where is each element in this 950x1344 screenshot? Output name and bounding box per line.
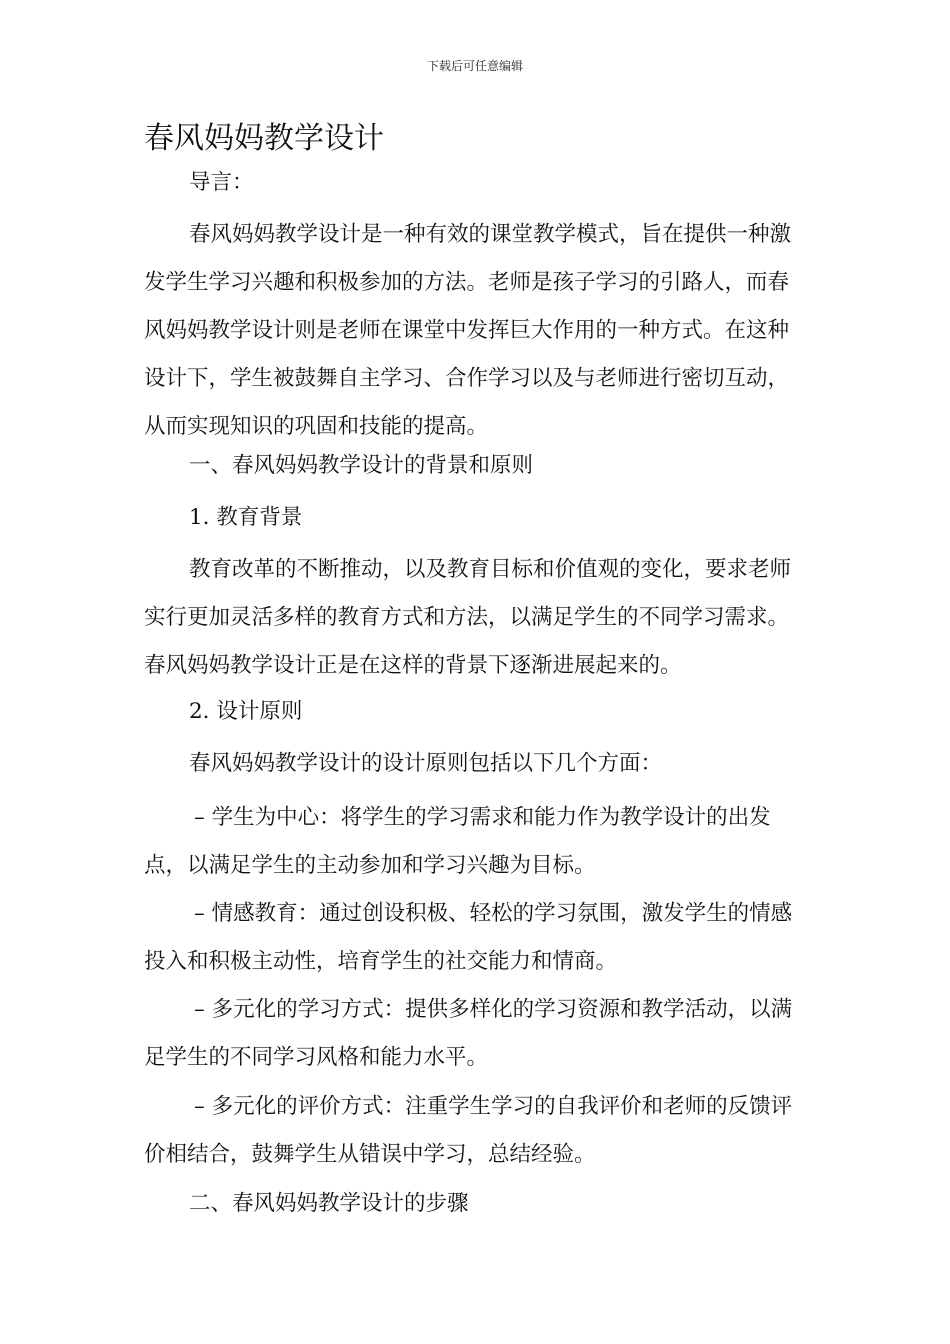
principle-item: – 多元化的学习方式：提供多样化的学习资源和教学活动，以满足学生的不同学习风格和能力水平。 xyxy=(144,997,793,1070)
principle-item: – 情感教育：通过创设积极、轻松的学习氛围，激发学生的情感投入和积极主动性，培育学生的社交能力和情商。 xyxy=(144,901,793,974)
section2-heading: 二、春风妈妈教学设计的步骤 xyxy=(189,1191,469,1216)
header-note: 下载后可任意编辑 xyxy=(426,59,523,73)
document-title: 春风妈妈教学设计 xyxy=(144,121,384,156)
principle-item: – 学生为中心：将学生的学习需求和能力作为教学设计的出发点，以满足学生的主动参加和学习兴趣为目标。 xyxy=(144,805,771,878)
section1-heading: 一、春风妈妈教学设计的背景和原则 xyxy=(189,453,534,478)
intro-paragraph: 春风妈妈教学设计是一种有效的课堂教学模式，旨在提供一种激发学生学习兴趣和积极参加的方法。老师是孩子学习的引路人，而春风妈妈教学设计则是老师在课堂中发挥巨大作用的一种方式。在这种设计下，学生被鼓舞自主学习、合作学习以及与老师进行密切互动，从而实现知识的巩固和技能的提高。 xyxy=(144,222,792,439)
intro-label: 导言： xyxy=(189,170,254,195)
principle-item: – 多元化的评价方式：注重学生学习的自我评价和老师的反馈评价相结合，鼓舞学生从错误中学习，总结经验。 xyxy=(144,1094,793,1167)
section1-sub1-paragraph: 教育改革的不断推动，以及教育目标和价值观的变化，要求老师实行更加灵活多样的教育方式和方法，以满足学生的不同学习需求。春风妈妈教学设计正是在这样的背景下逐渐进展起来的。 xyxy=(144,557,792,678)
section1-sub1-heading: 1. 教育背景 xyxy=(189,505,303,530)
section1-sub2-heading: 2. 设计原则 xyxy=(189,699,303,724)
section1-sub2-intro: 春风妈妈教学设计的设计原则包括以下几个方面： xyxy=(189,751,663,776)
